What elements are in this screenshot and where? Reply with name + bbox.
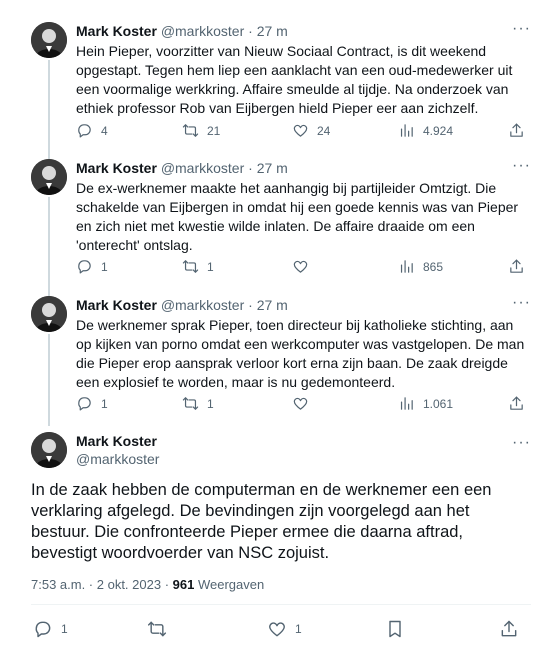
views-button[interactable] xyxy=(398,395,453,412)
author-handle[interactable]: @markkoster xyxy=(76,451,160,467)
tweet-actions xyxy=(31,619,531,641)
retweet-count: 1 xyxy=(207,396,214,411)
views-count: 865 xyxy=(423,259,444,274)
views-chart-icon xyxy=(398,258,415,275)
heart-icon xyxy=(292,122,309,139)
author-handle[interactable]: @markkoster xyxy=(160,297,245,313)
avatar[interactable] xyxy=(31,296,67,332)
avatar[interactable] xyxy=(31,159,67,195)
more-dots-icon[interactable]: ··· xyxy=(512,20,531,37)
retweet-count: 21 xyxy=(207,123,221,138)
more-dots-icon[interactable]: ··· xyxy=(512,434,531,451)
author-name[interactable]: Mark Koster xyxy=(76,297,157,313)
share-button[interactable] xyxy=(499,619,527,639)
bookmark-icon xyxy=(385,619,405,639)
reply-bubble-icon xyxy=(76,122,93,139)
tweet-text: Hein Pieper, voorzitter van Nieuw Sociaal Contract, is dit weekend opgestapt. Tegen hem liep een aanklacht van een oud-medewerker uit een voormalige werkkring. Affaire smeulde al tijdje. Na onderzoek van ethiek professor Rob van Eijbergen hield Pieper eer aan zichzelf. xyxy=(76,43,513,116)
more-dots-icon[interactable]: ··· xyxy=(512,294,531,311)
views-label: Weergaven xyxy=(197,577,265,592)
share-button[interactable] xyxy=(508,395,533,412)
author-name[interactable]: Mark Koster xyxy=(76,433,157,449)
views-count: 4.924 xyxy=(423,123,454,138)
share-icon xyxy=(508,122,525,139)
like-button[interactable] xyxy=(292,258,317,275)
views-button[interactable] xyxy=(398,258,443,275)
views-count: 1.061 xyxy=(423,396,454,411)
tweet-header xyxy=(76,159,288,177)
like-button[interactable] xyxy=(267,619,302,639)
tweet-text: In de zaak hebben de computerman en de werknemer een een verklaring afgelegd. De bevindingen zijn voorgelegd aan het bestuur. Die confronteerde Pieper ermee die daarna aftrad, bevestigt woordvoerder van NSC zojuist. xyxy=(31,481,492,562)
views-count: 961 xyxy=(172,577,195,592)
reply-button[interactable] xyxy=(33,619,68,639)
reply-button[interactable] xyxy=(76,395,108,412)
reply-count: 1 xyxy=(101,259,108,274)
avatar[interactable] xyxy=(31,22,67,58)
tweet-meta xyxy=(31,577,264,592)
author-name[interactable]: Mark Koster xyxy=(76,23,157,39)
tweet-actions xyxy=(72,122,532,142)
share-button[interactable] xyxy=(508,122,533,139)
retweet-icon xyxy=(182,258,199,275)
tweet-timestamp[interactable]: 7:53 a.m. · 2 okt. 2023 · xyxy=(31,577,170,592)
tweet-time[interactable]: · 27 m xyxy=(248,23,288,39)
share-icon xyxy=(499,619,519,639)
heart-icon xyxy=(267,619,287,639)
reply-bubble-icon xyxy=(76,395,93,412)
share-icon xyxy=(508,258,525,275)
retweet-icon xyxy=(182,395,199,412)
thread-tweet[interactable] xyxy=(0,22,555,147)
retweet-icon xyxy=(182,122,199,139)
views-chart-icon xyxy=(398,395,415,412)
retweet-button[interactable] xyxy=(147,619,175,639)
share-icon xyxy=(508,395,525,412)
thread-tweet[interactable] xyxy=(0,159,555,284)
divider xyxy=(31,604,531,605)
reply-bubble-icon xyxy=(33,619,53,639)
like-count: 24 xyxy=(317,123,331,138)
bookmark-button[interactable] xyxy=(385,619,413,639)
retweet-button[interactable] xyxy=(182,122,220,139)
author-handle[interactable]: @markkoster xyxy=(160,23,245,39)
retweet-icon xyxy=(147,619,167,639)
reply-button[interactable] xyxy=(76,258,108,275)
avatar[interactable] xyxy=(31,432,67,468)
views-chart-icon xyxy=(398,122,415,139)
retweet-button[interactable] xyxy=(182,395,214,412)
retweet-count: 1 xyxy=(207,259,214,274)
tweet-header xyxy=(76,296,288,314)
author-handle[interactable]: @markkoster xyxy=(160,160,245,176)
reply-count: 1 xyxy=(101,396,108,411)
tweet-text: De werknemer sprak Pieper, toen directeur bij katholieke stichting, aan op kijken van porno omdat een werkcomputer was vastgelopen. De man die Pieper erop aansprak verloor kort erna zijn baan. De zaak dreigde een explosief te worden, maar is nu gedemonteerd. xyxy=(76,317,525,390)
main-tweet xyxy=(0,432,555,650)
tweet-actions xyxy=(72,395,532,415)
like-button[interactable] xyxy=(292,122,330,139)
retweet-button[interactable] xyxy=(182,258,214,275)
more-dots-icon[interactable]: ··· xyxy=(512,157,531,174)
views-button[interactable] xyxy=(398,122,453,139)
reply-button[interactable] xyxy=(76,122,108,139)
tweet-text: De ex-werknemer maakte het aanhangig bij partijleider Omtzigt. Die schakelde van Eijbergen in omdat hij een goede kennis was van Pieper en zich niet met kwestie wilde inlaten. De affaire draaide om een 'onterecht' ontslag. xyxy=(76,180,519,253)
reply-count: 4 xyxy=(101,123,108,138)
heart-icon xyxy=(292,395,309,412)
tweet-time[interactable]: · 27 m xyxy=(248,297,288,313)
reply-count: 1 xyxy=(61,622,68,636)
heart-icon xyxy=(292,258,309,275)
reply-bubble-icon xyxy=(76,258,93,275)
tweet-header xyxy=(76,22,288,40)
author-name[interactable]: Mark Koster xyxy=(76,160,157,176)
tweet-actions xyxy=(72,258,532,278)
like-button[interactable] xyxy=(292,395,317,412)
share-button[interactable] xyxy=(508,258,533,275)
like-count: 1 xyxy=(295,622,302,636)
thread-tweet[interactable] xyxy=(0,296,555,421)
tweet-time[interactable]: · 27 m xyxy=(248,160,288,176)
